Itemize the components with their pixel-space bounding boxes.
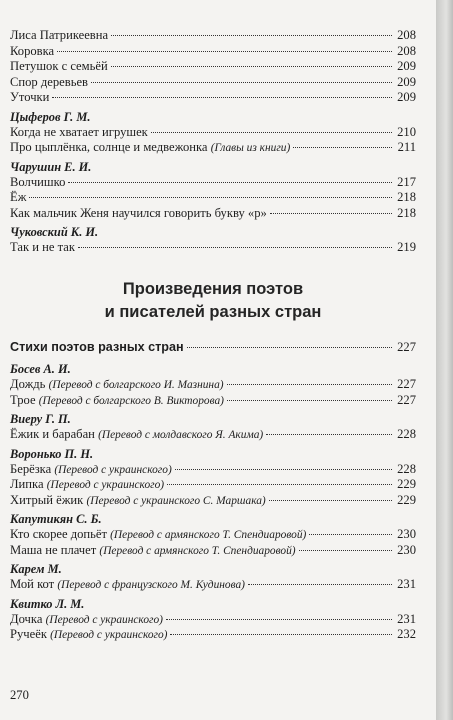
entry-translation-note: (Главы из книги) — [210, 142, 291, 154]
entry-page-number: 209 — [397, 90, 416, 104]
entry-title-group — [10, 125, 148, 141]
subsection-title: Стихи поэтов разных стран — [10, 339, 184, 354]
entry-title-group — [10, 140, 290, 157]
toc-entry — [10, 44, 416, 60]
entry-translation-note: (Перевод с армянского Т. Спендиаровой) — [110, 529, 307, 541]
entry-title-group — [10, 90, 49, 106]
entry-title: Ёж — [10, 190, 27, 204]
toc-entry — [10, 427, 416, 443]
toc-entry — [10, 125, 416, 141]
toc-entry — [10, 462, 416, 478]
entry-title: Дождь — [10, 377, 46, 391]
leader-dots — [269, 500, 392, 501]
toc-entry — [10, 377, 416, 393]
leader-dots — [68, 182, 392, 183]
toc-entry — [10, 627, 416, 643]
leader-dots — [227, 400, 392, 401]
leader-dots — [309, 534, 392, 535]
leader-dots — [227, 384, 392, 385]
entry-title: Мой кот — [10, 577, 55, 591]
leader-dots — [52, 97, 392, 98]
entry-translation-note: (Перевод с болгарского В. Викторова) — [38, 394, 224, 407]
entry-page-number: 211 — [397, 140, 416, 154]
entry-title-group — [10, 612, 163, 629]
entry-page-number: 210 — [397, 124, 416, 139]
section-heading-line-1: Произведения поэтов — [122, 279, 304, 298]
entry-page-number: 208 — [397, 43, 416, 58]
entry-title-group — [10, 462, 172, 479]
entry-page-number: 232 — [397, 627, 416, 641]
toc-entry — [10, 140, 416, 156]
subsection-page: 227 — [397, 339, 416, 354]
entry-title-group — [10, 44, 54, 60]
entry-page-number: 230 — [397, 542, 416, 557]
entry-title: Спор деревьев — [10, 74, 88, 89]
entry-translation-note: (Перевод с французского М. Кудинова) — [57, 579, 245, 591]
table-of-contents — [10, 28, 416, 643]
toc-entry — [10, 75, 416, 91]
entry-page-number: 231 — [397, 577, 416, 591]
entry-translation-note: (Перевод с молдавского Я. Акима) — [98, 429, 264, 441]
author-name: Чуковский К. И. — [10, 225, 99, 239]
entry-translation-note: (Перевод с болгарского И. Мазнина) — [48, 379, 224, 391]
leader-dots — [248, 584, 392, 585]
toc-entry — [10, 393, 416, 409]
leader-dots — [170, 634, 392, 635]
entry-title-group — [10, 75, 88, 91]
entry-page-number: 227 — [397, 377, 416, 391]
entry-title: Берёзка — [10, 461, 52, 476]
entry-title-group — [10, 477, 164, 494]
leader-dots — [111, 35, 392, 36]
page-number: 270 — [10, 688, 29, 702]
entry-page-number: 228 — [397, 427, 416, 441]
entry-page-number: 227 — [397, 392, 416, 407]
entry-title-group — [10, 493, 266, 510]
entry-translation-note: (Перевод с украинского) — [50, 629, 168, 641]
entry-title: Когда не хватает игрушек — [10, 124, 148, 139]
section-heading — [10, 278, 416, 324]
entry-title-group — [10, 527, 306, 544]
entry-page-number: 209 — [397, 59, 416, 73]
entry-title-group — [10, 190, 26, 206]
author-name: Квитко Л. М. — [10, 596, 85, 611]
leader-dots — [266, 434, 392, 435]
entry-translation-note: (Перевод с украинского С. Маршака) — [86, 494, 266, 507]
entry-title: Коровка — [10, 43, 55, 58]
toc-entry — [10, 90, 416, 106]
entry-page-number: 218 — [397, 190, 416, 204]
entry-title: Про цыплёнка, солнце и медвежонка — [10, 140, 208, 154]
toc-part-2 — [10, 361, 416, 643]
leader-dots — [187, 347, 392, 348]
toc-entry — [10, 477, 416, 493]
entry-title-group — [10, 175, 65, 191]
author-name: Виеру Г. П. — [10, 412, 71, 426]
leader-dots — [270, 213, 392, 214]
author-name: Капутикян С. Б. — [10, 512, 102, 526]
toc-entry — [10, 190, 416, 206]
entry-page-number: 230 — [397, 527, 416, 541]
entry-title-group — [10, 577, 245, 594]
entry-title-group — [10, 28, 108, 44]
entry-page-number: 229 — [397, 477, 416, 491]
entry-title: Маша не плачет — [10, 542, 97, 557]
leader-dots — [175, 469, 392, 470]
leader-dots — [91, 82, 392, 83]
leader-dots — [299, 550, 392, 551]
toc-entry — [10, 577, 416, 593]
section-heading-line-2: и писателей разных стран — [104, 302, 322, 321]
leader-dots — [167, 484, 392, 485]
entry-title-group — [10, 206, 267, 222]
leader-dots — [166, 619, 392, 620]
entry-page-number: 209 — [397, 74, 416, 89]
entry-page-number: 218 — [397, 205, 416, 220]
entry-translation-note: (Перевод с украинского) — [45, 613, 163, 626]
entry-page-number: 231 — [397, 611, 416, 626]
entry-title: Так и не так — [10, 240, 75, 254]
subsection-entry — [10, 340, 416, 356]
leader-dots — [57, 51, 392, 52]
leader-dots — [151, 132, 392, 133]
toc-entry — [10, 240, 416, 256]
leader-dots — [293, 147, 392, 148]
toc-entry — [10, 493, 416, 509]
leader-dots — [29, 197, 392, 198]
entry-translation-note: (Перевод с армянского Т. Спендиаровой) — [99, 544, 296, 557]
page-edge-shadow — [436, 0, 453, 720]
toc-part-1 — [10, 28, 416, 256]
author-name: Цыферов Г. М. — [10, 109, 91, 124]
entry-title: Ручеёк — [10, 627, 47, 641]
entry-page-number: 219 — [397, 240, 416, 254]
entry-translation-note: (Перевод с украинского) — [46, 479, 165, 491]
toc-entry — [10, 543, 416, 559]
toc-entry — [10, 28, 416, 44]
leader-dots — [111, 66, 392, 67]
entry-translation-note: (Перевод с украинского) — [54, 463, 172, 476]
entry-title-group — [10, 427, 263, 444]
entry-title: Трое — [10, 392, 36, 407]
entry-title: Уточки — [10, 90, 50, 104]
entry-page-number: 208 — [397, 28, 416, 42]
toc-entry — [10, 175, 416, 191]
author-name: Карем М. — [10, 562, 62, 576]
author-name: Воронько П. Н. — [10, 446, 94, 461]
toc-entry — [10, 527, 416, 543]
entry-title-group — [10, 393, 224, 410]
author-name: Чарушин Е. И. — [10, 159, 92, 174]
entry-title: Волчишко — [10, 174, 66, 189]
entry-page-number: 228 — [397, 461, 416, 476]
toc-entry — [10, 612, 416, 628]
entry-title: Ёжик и барабан — [10, 427, 95, 441]
entry-page-number: 229 — [397, 492, 416, 507]
entry-title: Липка — [10, 477, 44, 491]
entry-title: Хитрый ёжик — [10, 492, 84, 507]
entry-title: Лиса Патрикеевна — [10, 28, 109, 42]
entry-title: Петушок с семьёй — [10, 59, 108, 73]
entry-title-group — [10, 59, 108, 75]
entry-title-group — [10, 240, 75, 256]
entry-page-number: 217 — [397, 174, 416, 189]
entry-title: Кто скорее допьёт — [10, 527, 107, 541]
toc-entry — [10, 206, 416, 222]
entry-title-group — [10, 627, 167, 644]
entry-title-group — [10, 377, 224, 394]
entry-title: Как мальчик Женя научился говорить букву «р» — [10, 205, 267, 220]
entry-title: Дочка — [10, 611, 43, 626]
toc-entry — [10, 59, 416, 75]
author-name: Босев А. И. — [10, 362, 71, 376]
entry-title-group — [10, 543, 296, 560]
leader-dots — [78, 247, 392, 248]
